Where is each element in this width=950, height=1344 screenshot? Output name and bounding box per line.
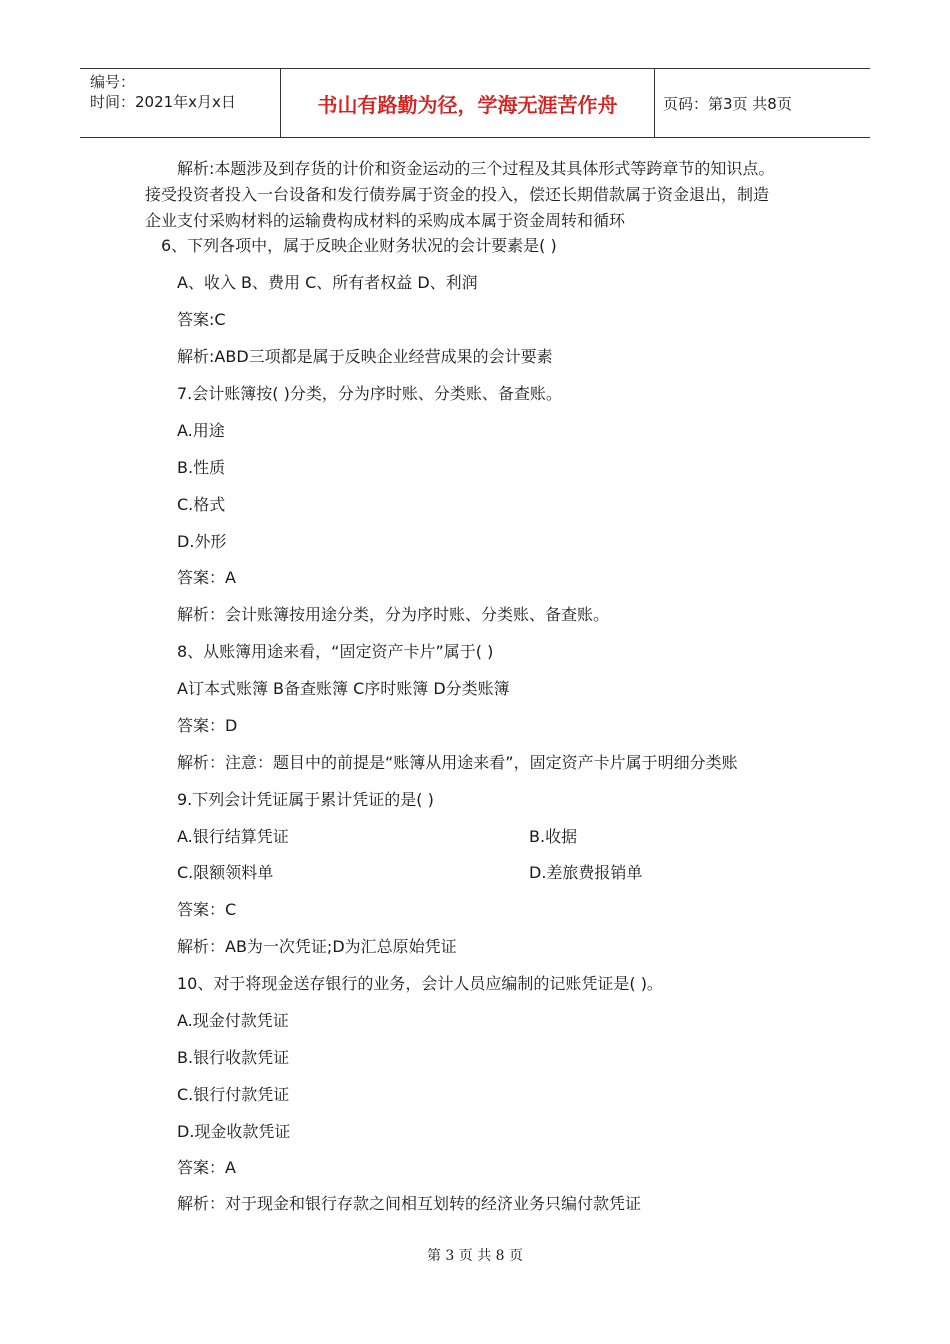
analysis-line: 解析：对于现金和银行存款之间相互划转的经济业务只编付款凭证 <box>177 1194 642 1213</box>
question-6-options: A、收入 B、费用 C、所有者权益 D、利润 <box>177 273 478 292</box>
answer-line: 答案：D <box>177 716 238 735</box>
analysis-line: 解析:ABD三项都是属于反映企业经营成果的会计要素 <box>177 347 553 366</box>
option-line: C.格式 <box>177 495 226 514</box>
question-9: 9.下列会计凭证属于累计凭证的是( ) <box>177 790 434 809</box>
page-header <box>80 68 870 138</box>
option-line: B.性质 <box>177 458 226 477</box>
answer-line: 答案:C <box>177 310 226 329</box>
analysis-line: 解析：注意：题目中的前提是“账簿从用途来看”，固定资产卡片属于明细分类账 <box>177 753 738 772</box>
option-line: D.外形 <box>177 532 227 551</box>
question-7: 7.会计账簿按( )分类，分为序时账、分类账、备查账。 <box>177 384 562 403</box>
option-line: C.限额领料单 <box>177 863 274 882</box>
header-meta <box>80 69 281 137</box>
text-line: 接受投资者投入一台设备和发行债券属于资金的投入，偿还长期借款属于资金退出，制造 <box>145 185 770 204</box>
doc-number-label: 编号： <box>90 73 136 91</box>
answer-line: 答案：C <box>177 900 237 919</box>
analysis-line: 解析：AB为一次凭证;D为汇总原始凭证 <box>177 937 457 956</box>
option-line: A.用途 <box>177 421 225 440</box>
header-page-label: 页码：第3页 共8页 <box>663 94 792 113</box>
header-motto: 书山有路勤为径，学海无涯苦作舟 <box>281 69 655 137</box>
question-8-options: A订本式账簿 B备查账簿 C序时账簿 D分类账簿 <box>177 679 510 698</box>
text-line: 企业支付采购材料的运输费构成材料的采购成本属于资金周转和循环 <box>145 211 626 230</box>
option-line: C.银行付款凭证 <box>177 1085 290 1104</box>
option-line: B.银行收款凭证 <box>177 1048 290 1067</box>
answer-line: 答案：A <box>177 568 236 587</box>
option-line: A.银行结算凭证 <box>177 827 289 846</box>
text-line: 解析:本题涉及到存货的计价和资金运动的三个过程及其具体形式等跨章节的知识点。 <box>177 159 775 178</box>
option-line: D.差旅费报销单 <box>529 863 643 882</box>
answer-line: 答案：A <box>177 1158 236 1177</box>
question-6: 6、下列各项中，属于反映企业财务状况的会计要素是( ) <box>161 236 557 255</box>
option-line: A.现金付款凭证 <box>177 1011 289 1030</box>
doc-time-label: 时间：2021年x月x日 <box>90 93 236 111</box>
option-line: D.现金收款凭证 <box>177 1122 291 1141</box>
page-footer: 第 3 页 共 8 页 <box>426 1248 524 1264</box>
question-8: 8、从账簿用途来看，“固定资产卡片”属于( ) <box>177 642 494 661</box>
question-10: 10、对于将现金送存银行的业务，会计人员应编制的记账凭证是( )。 <box>177 974 663 993</box>
option-line: B.收据 <box>529 827 578 846</box>
analysis-line: 解析：会计账簿按用途分类，分为序时账、分类账、备查账。 <box>177 605 610 624</box>
